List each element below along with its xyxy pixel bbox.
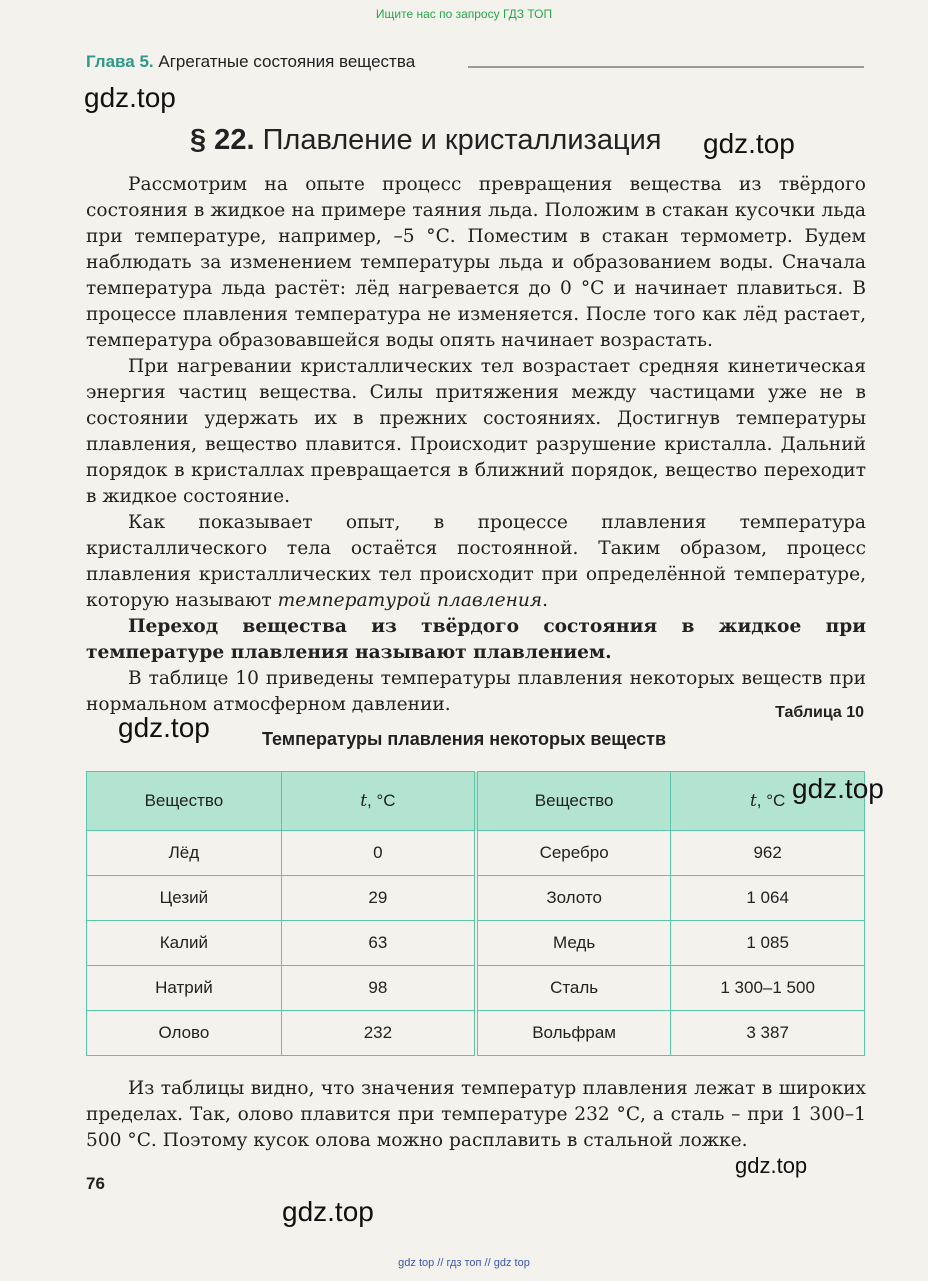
temp-symbol: t <box>360 791 368 811</box>
watermark: gdz.top <box>703 128 795 159</box>
table-cell: 962 <box>671 831 865 876</box>
page-number: 76 <box>86 1174 105 1193</box>
watermark: gdz.top <box>792 773 884 804</box>
table-cell: Сталь <box>476 966 671 1011</box>
header-temperature <box>281 772 476 831</box>
table-cell: 63 <box>281 921 476 966</box>
chapter-label: Глава 5. <box>86 52 154 71</box>
table-row <box>87 966 865 1011</box>
table-cell: 1 300–1 500 <box>671 966 865 1011</box>
table-cell: 1 064 <box>671 876 865 921</box>
paragraph-3-end: . <box>542 590 549 611</box>
table-cell: 232 <box>281 1011 476 1056</box>
temp-unit: , °С <box>367 791 396 810</box>
section-title <box>190 124 661 157</box>
watermark: gdz.top <box>735 1153 808 1178</box>
table-cell: 0 <box>281 831 476 876</box>
table-title: Температуры плавления некоторых веществ <box>261 729 667 749</box>
paragraph-1: Рассмотрим на опыте процесс превращения вещества из твёрдого состояния в жидкое на примере таяния льда. Положим в стакан кусочки льда при температуре, например, –5 °С. Поместим в стакан термометр. Будем наблюдать за изменением температуры льда и образованием воды. Сначала температура льда растёт: лёд нагревается до 0 °С и начинает плавиться. В процессе плавления температура не изменяется. После того как лёд растает, температура образовавшейся воды опять начинает возрастать. <box>86 174 866 351</box>
table-cell: Золото <box>476 876 671 921</box>
table-cell: Серебро <box>476 831 671 876</box>
paragraph-3-text: Как показывает опыт, в процессе плавления температура кристаллического тела остаётся постоянной. Таким образом, процесс плавления кристаллических тел происходит при определённой температуре, которую называют <box>86 512 866 611</box>
table-cell: Медь <box>476 921 671 966</box>
top-banner: Ищите нас по запросу ГДЗ ТОП <box>375 7 553 21</box>
table-cell: Вольфрам <box>476 1011 671 1056</box>
header-substance: Вещество <box>476 772 671 831</box>
definition: Переход вещества из твёрдого состояния в жидкое при температуре плавления называют плавлением. <box>86 616 866 663</box>
section-heading: Плавление и кристаллизация <box>262 124 662 156</box>
table-cell: Калий <box>87 921 282 966</box>
paragraph-3 <box>86 510 866 614</box>
chapter-title: Агрегатные состояния вещества <box>158 52 416 71</box>
table-label: Таблица 10 <box>775 704 864 721</box>
table-cell: 29 <box>281 876 476 921</box>
temp-symbol: t <box>749 791 757 811</box>
table-cell: Натрий <box>87 966 282 1011</box>
term-melting-point: температурой плавления <box>277 590 543 611</box>
header-rule <box>468 66 864 68</box>
table-row <box>87 921 865 966</box>
paragraph-2: При нагревании кристаллических тел возрастает средняя кинетическая энергия частиц вещества. Силы притяжения между частицами уже не в состоянии удержать их в прежних состояниях. Достигнув температуры плавления, вещество плавится. Происходит разрушение кристалла. Дальний порядок в кристаллах превращается в ближний порядок, вещество переходит в жидкое состояние. <box>86 356 866 507</box>
watermark: gdz.top <box>84 82 176 113</box>
table-cell: Лёд <box>87 831 282 876</box>
table-cell: 1 085 <box>671 921 865 966</box>
watermark: gdz.top <box>282 1196 374 1227</box>
table-cell: Цезий <box>87 876 282 921</box>
melting-table <box>86 771 865 1056</box>
paragraph-5: В таблице 10 приведены температуры плавления некоторых веществ при нормальном атмосферном давлении. <box>86 668 866 715</box>
table-row <box>87 1011 865 1056</box>
chapter-header <box>86 52 415 72</box>
intro-text <box>86 172 866 718</box>
table-row <box>87 876 865 921</box>
table-header-row <box>87 772 865 831</box>
conclusion-text <box>86 1076 866 1154</box>
table-cell: 3 387 <box>671 1011 865 1056</box>
bottom-banner: gdz top // гдз топ // gdz top <box>398 1257 530 1269</box>
section-number: § 22. <box>190 124 255 156</box>
conclusion: Из таблицы видно, что значения температур плавления лежат в широких пределах. Так, олово плавится при температуре 232 °С, а сталь – при 1 300–1 500 °С. Поэтому кусок олова можно расплавить в стальной ложке. <box>86 1078 866 1151</box>
temp-unit: , °С <box>756 791 786 810</box>
table-cell: Олово <box>87 1011 282 1056</box>
table-cell: 98 <box>281 966 476 1011</box>
table-row <box>87 831 865 876</box>
header-substance: Вещество <box>87 772 282 831</box>
watermark: gdz.top <box>118 712 210 743</box>
